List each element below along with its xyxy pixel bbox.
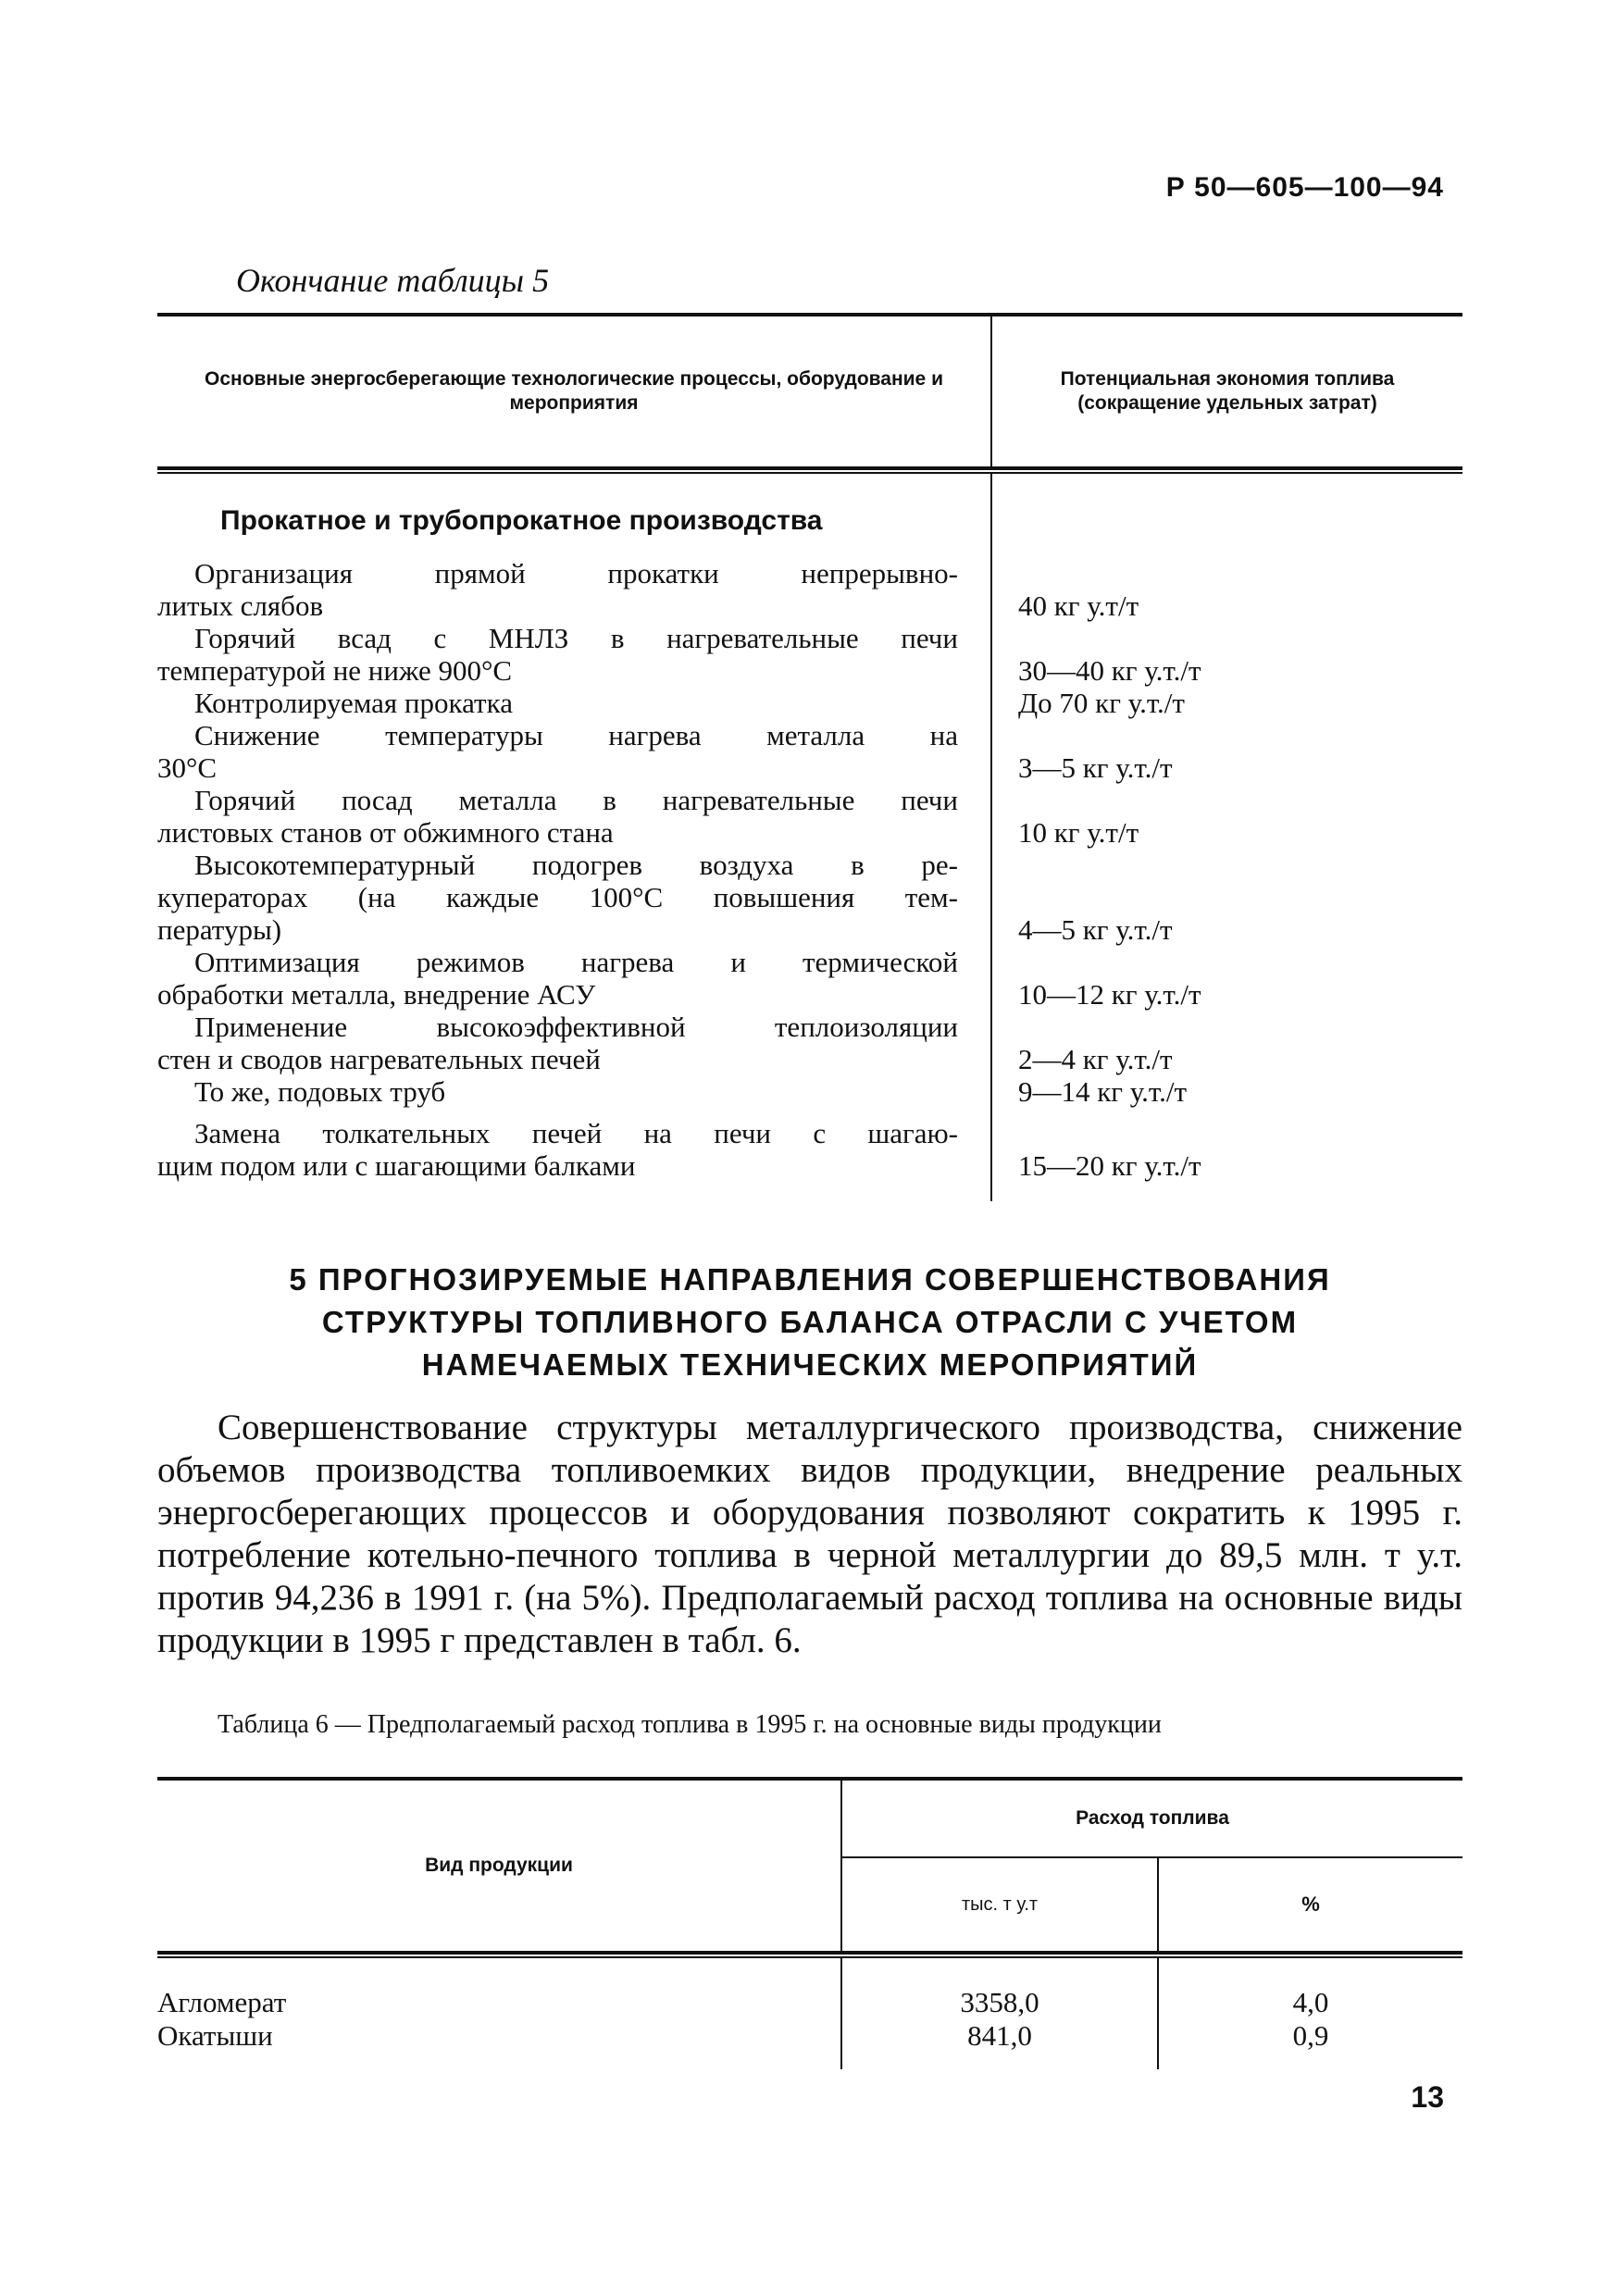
- row-description: Организация прямой прокатки непрерывно- литых слябов: [157, 557, 958, 622]
- table5-body: [157, 474, 1462, 1201]
- table6-col-group: Расход топлива: [1076, 1807, 1229, 1829]
- row-value: 4—5 кг у.т./т: [1018, 913, 1173, 946]
- row-value: 30—40 кг у.т./т: [1018, 654, 1201, 687]
- row-value: До 70 кг у.т./т: [1018, 687, 1185, 719]
- row-description: То же, подовых труб: [194, 1075, 446, 1108]
- row-value: 40 кг у.т/т: [1018, 590, 1139, 622]
- table6-kind-cell: Окатыши: [157, 2019, 273, 2052]
- row-value: 3—5 кг у.т./т: [1018, 751, 1173, 784]
- page-number: 13: [1411, 2080, 1444, 2114]
- table6-header: [157, 1781, 1462, 1951]
- row-value: 10—12 кг у.т./т: [1018, 978, 1201, 1011]
- row-description: Горячий посад металла в нагревательные печи листовых станов от обжимного стана: [157, 784, 958, 849]
- table5-column-divider: [990, 474, 992, 1201]
- table6-header-rule: [157, 1951, 1462, 1958]
- row-value: 9—14 кг у.т./т: [1018, 1075, 1188, 1108]
- section5-paragraph: Совершенствование структуры металлургического производства, снижение объемов производства топливоемких видов продукции, внедрение реальных энергосберегающих процессов и оборудования позволяют сократить к 1995 г. потребление котельно-печного топлива в черной металлургии до 89,5 млн. т у.т. против 94,236 в 1991 г. (на 5%). Предполагаемый расход топлива на основные виды продукции в 1995 г представлен в табл. 6.: [157, 1408, 1462, 1660]
- section5-heading: [157, 1259, 1462, 1386]
- row-description: Оптимизация режимов нагрева и термической обработки металла, внедрение АСУ: [157, 946, 958, 1011]
- table-row: [157, 1986, 1462, 2019]
- table6-kind-cell: Агломерат: [157, 1986, 287, 2018]
- section5-title-line: НАМЕЧАЕМЫХ ТЕХНИЧЕСКИХ МЕРОПРИЯТИЙ: [421, 1347, 1199, 1382]
- row-description: Снижение температуры нагрева металла на 30°С: [157, 719, 958, 784]
- table5-caption: Окончание таблицы 5: [236, 262, 550, 299]
- row-description: Горячий всад с МНЛЗ в нагревательные печи температурой не ниже 900°С: [157, 622, 958, 687]
- table6-pct-cell: 0,9: [1292, 2019, 1329, 2052]
- table5-col1-header: Основные энергосберегающие технологические процессы, оборудование и мероприятия: [205, 368, 943, 414]
- table5-col2-header: Потенциальная экономия топлива (сокращение удельных затрат): [990, 316, 1462, 466]
- row-description: Высокотемпературный подогрев воздуха в ре- куператорах (на каждые 100°С повышения тем- пературы): [157, 849, 958, 946]
- table6-col-kind: Вид продукции: [425, 1855, 573, 1876]
- table5-section-title: Прокатное и трубопрокатное производства: [220, 505, 823, 536]
- table-row: [157, 2019, 1462, 2053]
- table6-pct-cell: 4,0: [1292, 1986, 1329, 2018]
- row-value: 15—20 кг у.т./т: [1018, 1149, 1201, 1182]
- row-value: 2—4 кг у.т./т: [1018, 1043, 1173, 1075]
- table6: [157, 1777, 1462, 2069]
- section5-title-line: СТРУКТУРЫ ТОПЛИВНОГО БАЛАНСА ОТРАСЛИ С УЧЕТОМ: [321, 1305, 1299, 1339]
- row-description: Замена толкательных печей на печи с шагаю- щим подом или с шагающими балками: [157, 1117, 958, 1182]
- table6-col-abs: тыс. т у.т: [961, 1893, 1039, 1915]
- section5-title-line: 5 ПРОГНОЗИРУЕМЫЕ НАПРАВЛЕНИЯ СОВЕРШЕНСТВОВАНИЯ: [289, 1262, 1331, 1297]
- table6-abs-cell: 3358,0: [960, 1986, 1039, 2018]
- table6-abs-cell: 841,0: [967, 2019, 1032, 2052]
- row-description: Применение высокоэффективной теплоизоляции стен и сводов нагревательных печей: [157, 1011, 958, 1075]
- row-description: Контролируемая прокатка: [194, 687, 513, 719]
- table6-col-pct: %: [1301, 1893, 1320, 1916]
- table5-header: [157, 316, 1462, 466]
- table5-header-rule: [157, 466, 1462, 474]
- document-code: Р 50—605—100—94: [1165, 172, 1444, 203]
- table6-body: [157, 1958, 1462, 2069]
- table6-caption: Таблица 6 — Предполагаемый расход топлива в 1995 г. на основные виды продукции: [218, 1710, 1162, 1739]
- table5: [157, 313, 1462, 1201]
- row-value: 10 кг у.т/т: [1018, 816, 1139, 849]
